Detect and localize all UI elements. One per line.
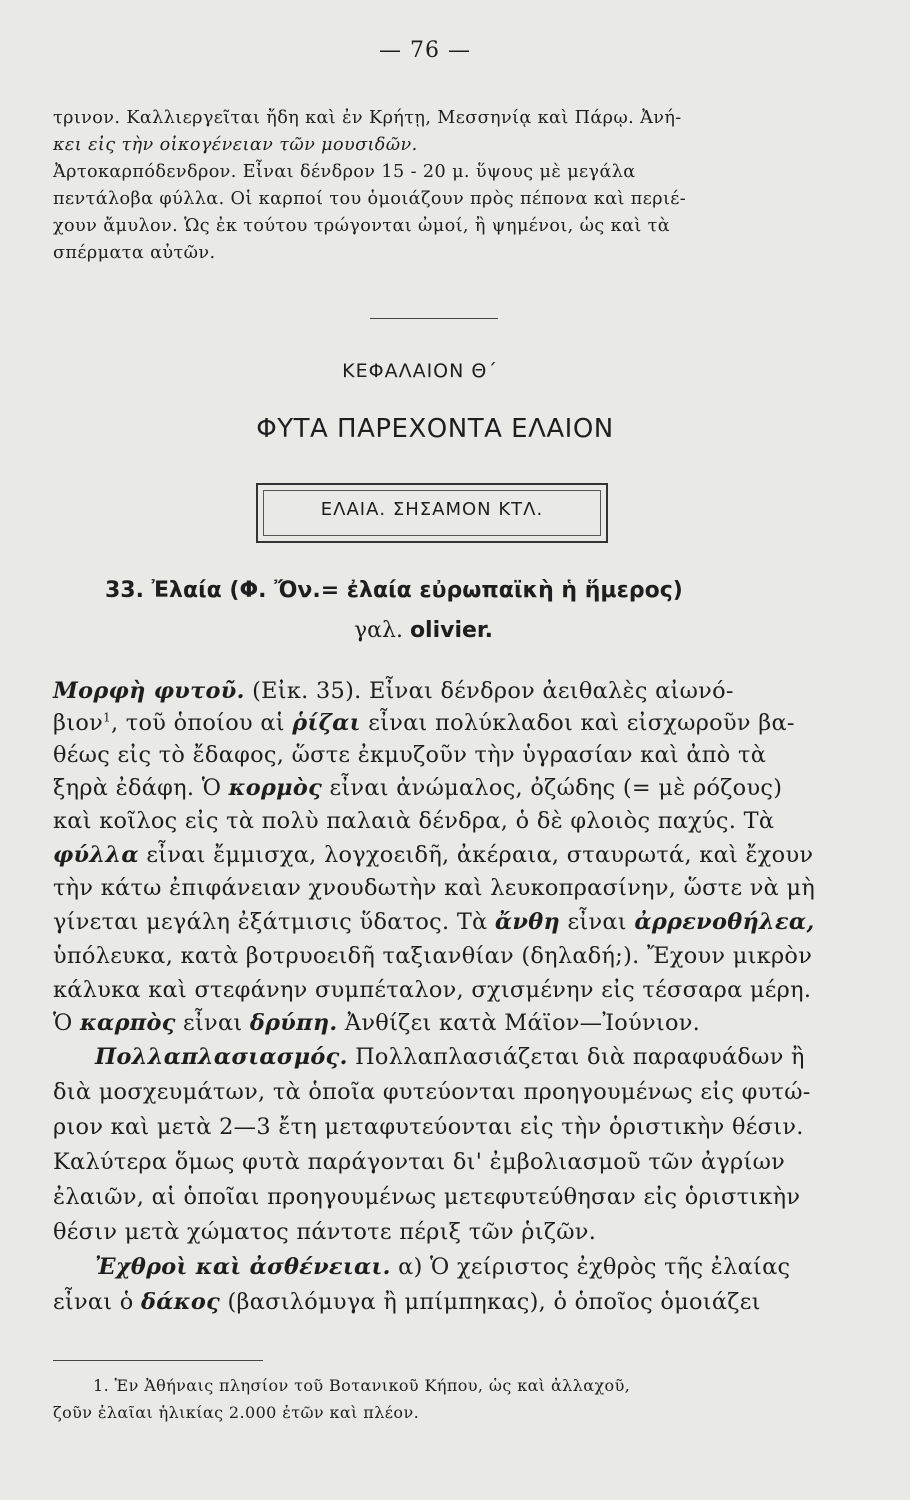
- entry-heading: 33. Ἐλαία (Φ. Ὄν.= ἐλαία εὐρωπαϊκὴ ἡ ἥμερος): [105, 578, 683, 603]
- body-text: εἶναι: [560, 909, 635, 935]
- term-roots: ῥίζαι: [292, 710, 361, 736]
- body-line: [53, 678, 734, 704]
- text-line-part: κει εἰς τὴν οἰκογένειαν τῶν μουσιδῶν.: [53, 135, 418, 155]
- page-number: — 76 —: [379, 38, 471, 63]
- body-line: ὑπόλευκα, κατὰ βοτρυοειδῆ ταξιανθίαν (δηλαδή;). Ἔχουν μικρὸν: [53, 943, 813, 969]
- body-text: (βασιλόμυγα ἢ μπίμπηκας), ὁ ὁποῖος ὁμοιάζει: [220, 1289, 761, 1315]
- term-morphology: Μορφὴ φυτοῦ.: [53, 678, 245, 704]
- term-leaves: φύλλα: [53, 842, 139, 868]
- term-fruit: καρπὸς: [79, 1010, 176, 1036]
- entry-subheading: [354, 618, 493, 643]
- body-line: θέσιν μετὰ χώματος πάντοτε πέριξ τῶν ῥιζῶν.: [53, 1219, 597, 1245]
- body-text: , τοῦ ὁποίου αἱ: [110, 710, 293, 736]
- chapter-heading: ΚΕΦΑΛΑΙΟΝ Θ΄: [342, 360, 498, 382]
- body-line: [95, 1044, 805, 1070]
- footnote-marker: 1: [103, 710, 111, 725]
- body-line: τὴν κάτω ἐπιφάνειαν χνουδωτὴν καὶ λευκοπρασίνην, ὥστε νὰ μὴ: [53, 875, 816, 901]
- body-line: θέως εἰς τὸ ἔδαφος, ὥστε ἐκμυζοῦν τὴν ὑγρασίαν καὶ ἀπὸ τὰ: [53, 742, 767, 768]
- section-title: ΦΥΤΑ ΠΑΡΕΧΟΝΤΑ ΕΛΑΙΟΝ: [256, 414, 614, 444]
- body-text: ξηρὰ ἐδάφη. Ὁ: [53, 775, 229, 801]
- body-line: [53, 710, 795, 736]
- body-line: [53, 1289, 761, 1315]
- body-text: εἶναι ἀνώμαλος, ὀζώδης (= μὲ ρόζους): [322, 775, 783, 801]
- body-line: [95, 1254, 790, 1280]
- text-line: τρινον. Καλλιεργεῖται ἤδη καὶ ἐν Κρήτῃ, Μεσσηνίᾳ καὶ Πάρῳ. Ἀνή-: [53, 108, 682, 128]
- term-trunk: κορμὸς: [228, 775, 323, 801]
- term-flowers: ἄνθη: [494, 909, 561, 935]
- body-line: διὰ μοσχευμάτων, τὰ ὁποῖα φυτεύονται προηγουμένως εἰς φυτώ-: [53, 1079, 811, 1105]
- body-text: εἶναι ἔμμισχα, λογχοειδῆ, ἀκέραια, σταυρωτά, καὶ ἔχουν: [138, 842, 814, 868]
- text-line: πεντάλοβα φύλλα. Οἱ καρποί του ὁμοιάζουν πρὸς πέπονα καὶ περιέ-: [53, 189, 687, 209]
- text-line: [53, 135, 418, 155]
- term-enemies-diseases: Ἐχθροὶ καὶ ἀσθένειαι.: [95, 1254, 391, 1280]
- body-text: Ὁ: [53, 1010, 80, 1036]
- body-line: ριον καὶ μετὰ 2—3 ἔτη μεταφυτεύονται εἰς τὴν ὁριστικὴν θέσιν.: [53, 1114, 804, 1140]
- body-line: [53, 775, 782, 801]
- body-text: βιον: [53, 710, 104, 736]
- subject-box-label: ΕΛΑΙΑ. ΣΗΣΑΜΟΝ ΚΤΛ.: [320, 499, 544, 520]
- body-text: εἶναι ὁ: [53, 1289, 142, 1315]
- footnote-divider: [53, 1360, 263, 1361]
- text-line: Ἀρτοκαρπόδενδρον. Εἶναι δένδρον 15 - 20 μ. ὕψους μὲ μεγάλα: [53, 162, 636, 182]
- term-drupe: δρύπη.: [249, 1010, 338, 1036]
- body-line: Καλύτερα ὅμως φυτὰ παράγονται δι' ἐμβολιασμοῦ τῶν ἀγρίων: [53, 1149, 786, 1175]
- term-hermaphrodite: ἀρρενοθήλεα,: [634, 909, 815, 935]
- entry-subheading-prefix: γαλ.: [354, 618, 410, 643]
- text-line: χουν ἄμυλον. Ὡς ἐκ τούτου τρώγονται ὠμοί, ἢ ψημένοι, ὡς καὶ τὰ: [53, 216, 671, 236]
- section-divider: [370, 318, 498, 319]
- term-dacus: δάκος: [141, 1289, 221, 1315]
- body-text: Ἀνθίζει κατὰ Μάϊον—Ἰούνιον.: [337, 1010, 701, 1036]
- term-propagation: Πολλαπλασιασμός.: [95, 1044, 348, 1070]
- body-text: α) Ὁ χείριστος ἐχθρὸς τῆς ἐλαίας: [390, 1254, 791, 1280]
- body-line: [53, 842, 813, 868]
- body-line: [53, 1010, 700, 1036]
- body-line: [53, 909, 815, 935]
- body-line: καὶ κοῖλος εἰς τὰ πολὺ παλαιὰ δένδρα, ὁ δὲ φλοιὸς παχύς. Τὰ: [53, 808, 775, 834]
- body-text: Πολλαπλασιάζεται διὰ παραφυάδων ἢ: [347, 1044, 805, 1070]
- body-line: κάλυκα καὶ στεφάνην συμπέταλον, σχισμένην εἰς τέσσαρα μέρη.: [53, 977, 812, 1003]
- body-line: ἐλαιῶν, αἱ ὁποῖαι προηγουμένως μετεφυτεύθησαν εἰς ὁριστικὴν: [53, 1184, 801, 1210]
- body-text: εἶναι: [175, 1010, 250, 1036]
- body-text: (Εἰκ. 35). Εἶναι δένδρον ἀειθαλὲς αἰωνό-: [244, 678, 734, 704]
- body-text: εἶναι πολύκλαδοι καὶ εἰσχωροῦν βα-: [360, 710, 795, 736]
- subject-box: [256, 483, 608, 543]
- footnote-line: 1. Ἐν Ἀθήναις πλησίον τοῦ Βοτανικοῦ Κήπου, ὡς καὶ ἀλλαχοῦ,: [93, 1376, 631, 1395]
- body-text: γίνεται μεγάλη ἐξάτμισις ὕδατος. Τὰ: [53, 909, 495, 935]
- text-line: σπέρματα αὐτῶν.: [53, 243, 216, 263]
- entry-subheading-french: olivier.: [409, 618, 494, 643]
- footnote-line: ζοῦν ἐλαῖαι ἡλικίας 2.000 ἐτῶν καὶ πλέον.: [53, 1403, 420, 1422]
